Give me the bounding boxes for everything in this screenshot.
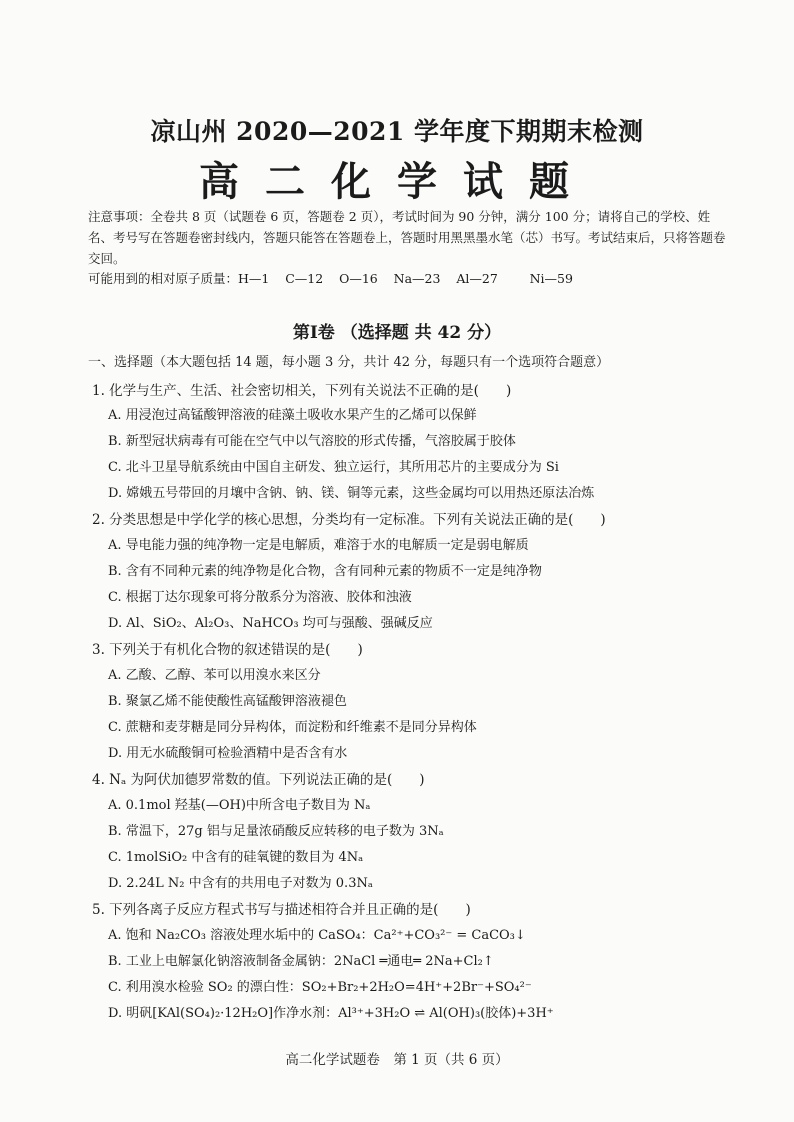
question-3-option-a: A. 乙酸、乙醇、苯可以用溴水来区分 bbox=[108, 668, 321, 683]
exam-notice: 注意事项：全卷共 8 页（试题卷 6 页，答题卷 2 页），考试时间为 90 分钟，满分 100 分；请将自己的学校、姓名、考号写在答题卷密封线内，答题只能答在答题卷上，答题时用黑黑墨水笔（芯）书写。考试结束后，只将答题卷交回。 bbox=[88, 209, 726, 266]
atomic-masses: 可能用到的相对原子质量：H—1 C—12 O—16 Na—23 Al—27 Ni—59 bbox=[88, 271, 573, 286]
page-footer: 高二化学试题卷 第 1 页（共 6 页） bbox=[285, 1052, 509, 1068]
question-1-option-a: A. 用浸泡过高锰酸钾溶液的硅藻土吸收水果产生的乙烯可以保鲜 bbox=[108, 408, 477, 423]
exam-title: 凉山州 2020—2021 学年度下期期末检测 bbox=[150, 117, 644, 146]
question-1-stem: 1. 化学与生产、生活、社会密切相关，下列有关说法不正确的是( ) bbox=[92, 383, 512, 399]
question-4-stem: 4. Nₐ 为阿伏加德罗常数的值。下列说法正确的是( ) bbox=[92, 772, 425, 788]
question-2-option-d: D. Al、SiO₂、Al₂O₃、NaHCO₃ 均可与强酸、强碱反应 bbox=[108, 616, 433, 631]
question-4-option-c: C. 1molSiO₂ 中含有的硅氧键的数目为 4Nₐ bbox=[108, 850, 364, 865]
question-5-stem: 5. 下列各离子反应方程式书写与描述相符合并且正确的是( ) bbox=[92, 902, 471, 918]
question-2-stem: 2. 分类思想是中学化学的核心思想，分类均有一定标准。下列有关说法正确的是( ) bbox=[92, 512, 606, 528]
question-4-option-d: D. 2.24L N₂ 中含有的共用电子对数为 0.3Nₐ bbox=[108, 876, 373, 891]
question-1-option-c: C. 北斗卫星导航系统由中国自主研发、独立运行，其所用芯片的主要成分为 Si bbox=[108, 460, 559, 475]
question-3-option-d: D. 用无水硫酸铜可检验酒精中是否含有水 bbox=[108, 746, 348, 761]
question-2-option-a: A. 导电能力强的纯净物一定是电解质，难溶于水的电解质一定是弱电解质 bbox=[108, 538, 529, 553]
question-1-option-d: D. 嫦娥五号带回的月壤中含钠、钠、镁、铜等元素，这些金属均可以用热还原法冶炼 bbox=[108, 486, 595, 501]
question-5-option-d: D. 明矾[KAl(SO₄)₂·12H₂O]作净水剂：Al³⁺+3H₂O ⇌ Al(OH)₃(胶体)+3H⁺ bbox=[108, 1006, 554, 1021]
question-2-option-c: C. 根据丁达尔现象可将分散系分为溶液、胶体和浊液 bbox=[108, 590, 412, 605]
question-5-option-a: A. 饱和 Na₂CO₃ 溶液处理水垢中的 CaSO₄：Ca²⁺+CO₃²⁻ = CaCO₃↓ bbox=[108, 928, 526, 943]
question-4-option-b: B. 常温下，27g 铝与足量浓硝酸反应转移的电子数为 3Nₐ bbox=[108, 824, 444, 839]
question-5-option-c: C. 利用溴水检验 SO₂ 的漂白性：SO₂+Br₂+2H₂O=4H⁺+2Br⁻+SO₄²⁻ bbox=[108, 980, 532, 995]
question-3-stem: 3. 下列关于有机化合物的叙述错误的是( ) bbox=[92, 642, 363, 658]
section-title: 第Ⅰ卷 （选择题 共 42 分） bbox=[292, 323, 502, 343]
question-4-option-a: A. 0.1mol 羟基(—OH)中所含电子数目为 Nₐ bbox=[108, 798, 371, 813]
question-3-option-b: B. 聚氯乙烯不能使酸性高锰酸钾溶液褪色 bbox=[108, 694, 347, 709]
question-5-option-b: B. 工业上电解氯化钠溶液制备金属钠：2NaCl ═通电═ 2Na+Cl₂↑ bbox=[108, 954, 494, 969]
question-2-option-b: B. 含有不同种元素的纯净物是化合物，含有同种元素的物质不一定是纯净物 bbox=[108, 564, 542, 579]
question-3-option-c: C. 蔗糖和麦芽糖是同分异构体，而淀粉和纤维素不是同分异构体 bbox=[108, 720, 477, 735]
exam-subject: 高二化学试题 bbox=[199, 158, 595, 205]
section-instructions: 一、选择题（本大题包括 14 题，每小题 3 分，共计 42 分，每题只有一个选项符合题意） bbox=[88, 355, 610, 370]
question-1-option-b: B. 新型冠状病毒有可能在空气中以气溶胶的形式传播，气溶胶属于胶体 bbox=[108, 434, 516, 449]
